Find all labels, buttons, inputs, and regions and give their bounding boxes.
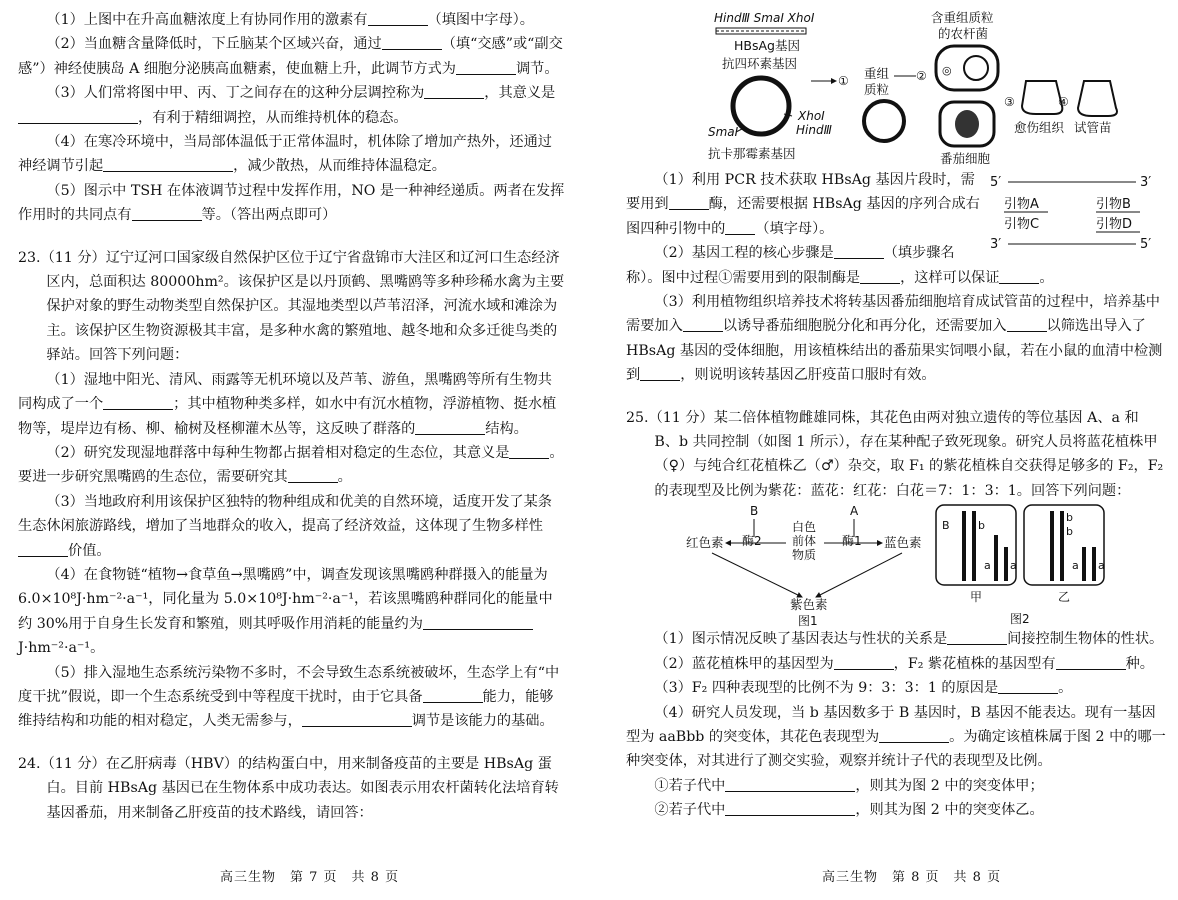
svg-text:◎: ◎: [942, 64, 952, 77]
recombinant-plasmid-icon: [864, 101, 904, 141]
q25-part1: （1）图示情况反映了基因表达与性状的关系是 间接控制生物体的性状。: [654, 631, 1164, 648]
primer-top-3: 3′: [1140, 175, 1152, 190]
answer-blank[interactable]: [640, 365, 680, 381]
plantlet-label: 试管苗: [1074, 120, 1112, 135]
primer-b: 引物B: [1096, 197, 1131, 212]
answer-blank[interactable]: [423, 687, 483, 703]
blue-pigment-label: 蓝色素: [884, 535, 922, 551]
mutant-yi-label: 乙: [1058, 590, 1071, 605]
q25-part6: ②若子代中 ，则其为图 2 中的突变体乙。: [654, 802, 1044, 819]
page-footer-left: 高三生物 第 7 页 共 8 页: [220, 870, 400, 885]
q25-part5: ①若子代中 ，则其为图 2 中的突变体甲；: [654, 777, 1044, 794]
svg-text:a: a: [984, 559, 991, 573]
svg-text:物质: 物质: [792, 548, 817, 563]
answer-blank[interactable]: [132, 205, 202, 221]
q22-part1: （1）上图中在升高血糖浓度上有协同作用的激素有 （填图中字母）。: [46, 12, 534, 28]
q22-part3: （3）人们常将图中甲、丙、丁之间存在的这种分层调控称为 ，其意义是，有利于精细调控，从而维持机体的稳态。: [18, 81, 566, 130]
step-2: ②: [916, 69, 927, 83]
answer-blank[interactable]: [879, 727, 949, 743]
enzyme-1-label: 酶1: [842, 534, 862, 549]
svg-text:质粒: 质粒: [864, 82, 890, 97]
left-column: [18, 8, 566, 825]
gene-B-label: B: [750, 504, 759, 519]
primer-diagram: [986, 172, 1166, 262]
svg-text:a: a: [1098, 559, 1105, 573]
q22-part4: （4）在寒冷环境中，当局部体温低于正常体温时，机体除了增加产热外，还通过神经调节引起 ，减少散热，从而维持体温稳定。: [18, 134, 552, 175]
answer-blank[interactable]: [1007, 316, 1047, 332]
figure-2-caption: 图2: [1010, 612, 1030, 627]
svg-text:b: b: [1066, 525, 1073, 539]
q22-part5: （5）图示中 TSH 在体液调节过程中发挥作用，NO 是一种神经递质。两者在发挥作用时的共同点有 等。（答出两点即可）: [18, 182, 565, 224]
answer-blank[interactable]: [288, 467, 338, 483]
answer-blank[interactable]: [1056, 654, 1126, 670]
plasmid-icon: [733, 78, 789, 134]
q23-part4: （4）在食物链“植物→食草鱼→黑嘴鸥”中，调查发现该黑嘴鸥种群摄入的能量为 6.0×10⁸J·hm⁻²·a⁻¹，同化量为 5.0×10⁸J·hm⁻²·a⁻¹，若该黑嘴鸥种群同化的能量中约 30%用于自身生长发育和繁殖，则其呼吸作用消耗的能量约为J·hm⁻²·a⁻¹。: [18, 566, 553, 657]
recombinant-plasmid-label: 重组: [864, 66, 890, 81]
agrobacterium-label: 含重组质粒: [931, 10, 994, 25]
sma-site-label: SmaⅠ: [708, 125, 739, 139]
q24-figure: [626, 6, 1166, 168]
answer-blank[interactable]: [18, 541, 68, 557]
svg-text:b: b: [1066, 511, 1073, 525]
q25-stem: 25.（11 分）某二倍体植物雌雄同株，其花色由两对独立遗传的等位基因 A、a 和 B、b 共同控制（如图 1 所示），存在某种配子致死现象。研究人员将蓝花植株甲（♀）与纯合红花植株乙（♂）杂交，取 F₁ 的紫花植株自交获得足够多的 F₂，F₂ 的表现型及比例为紫花：蓝花：红花：白花＝7：1：3：1。回答下列问题：: [626, 409, 1164, 499]
step-3: ③: [1004, 95, 1015, 109]
tet-gene-label: 抗四环素基因: [722, 56, 798, 71]
tomato-cell-label: 番茄细胞: [940, 151, 991, 166]
hbsag-gene-label: HBsAg基因: [734, 38, 800, 53]
q24-part3: （3）利用植物组织培养技术将转基因番茄细胞培育成试管苗的过程中，培养基中需要加入 以诱导番茄细胞脱分化和再分化，还需要加入 以筛选出导入了 HBsAg 基因的受体细胞，用该植株结出的番茄果实饲喂小鼠，若在小鼠的血清中检测到 ，则说明该转基因乙肝疫苗口服时有效。: [626, 294, 1163, 384]
enzyme-2-label: 酶2: [742, 534, 762, 549]
q23-part1: （1）湿地中阳光、清风、雨露等无机环境以及芦苇、游鱼，黑嘴鸥等所有生物共同构成了一个 ；其中植物种类多样，如水中有沉水植物，浮游植物、挺水植物等，堤岸边有杨、柳、榆树及柽柳灌木丛等，这反映了群落的 结构。: [18, 371, 557, 437]
enzyme-sites-label: HindⅢ SmaⅠ XhoⅠ: [714, 11, 815, 25]
svg-text:B: B: [942, 519, 950, 533]
primer-c: 引物C: [1004, 217, 1040, 232]
answer-blank[interactable]: [860, 268, 900, 284]
kan-gene-label: 抗卡那霉素基因: [708, 146, 796, 161]
answer-blank[interactable]: [834, 243, 884, 259]
svg-text:b: b: [978, 519, 985, 533]
q25-part2: （2）蓝花植株甲的基因型为 ，F₂ 紫花植株的基因型有 种。: [654, 655, 1154, 672]
gene-A-label: A: [850, 504, 859, 519]
primer-bot-5: 5′: [1140, 237, 1152, 252]
primer-d: 引物D: [1096, 217, 1133, 232]
pigment-pathway-and-chromosome-diagram: [626, 503, 1166, 627]
primer-bot-3: 3′: [990, 237, 1002, 252]
q23-stem: 23.（11 分）辽宁辽河口国家级自然保护区位于辽宁省盘锦市大洼区和辽河口生态经济区内，总面积达 80000hm²。该保护区是以丹顶鹤、黑嘴鸥等多种珍稀水禽为主要保护对象的野生动物类型自然保护区。其湿地类型以芦苇沼泽，河流水域和滩涂为主。该保护区生物资源极其丰富，是多种水禽的繁殖地、越冬地和众多迁徙鸟类的驿站。回答下列问题：: [18, 249, 565, 364]
callus-label: 愈伤组织: [1014, 120, 1065, 135]
flask-callus-icon: [1022, 81, 1062, 114]
answer-blank[interactable]: [725, 219, 755, 235]
answer-blank[interactable]: [999, 268, 1039, 284]
answer-blank[interactable]: [725, 776, 855, 792]
answer-blank[interactable]: [18, 108, 138, 124]
q25-figures: [626, 503, 1166, 627]
mutant-jia-label: 甲: [970, 590, 983, 605]
primer-a: 引物A: [1004, 197, 1039, 212]
red-pigment-label: 红色素: [686, 535, 724, 551]
step-1: ①: [838, 74, 849, 88]
answer-blank[interactable]: [424, 83, 484, 99]
page-footer-right: 高三生物 第 8 页 共 8 页: [822, 870, 1002, 885]
answer-blank[interactable]: [834, 654, 894, 670]
hind-site-label: HindⅢ: [796, 123, 832, 137]
svg-text:的农杆菌: 的农杆菌: [938, 26, 989, 41]
primer-figure: [986, 172, 1166, 262]
answer-blank[interactable]: [683, 316, 723, 332]
answer-blank[interactable]: [103, 156, 233, 172]
precursor-label: 白色: [792, 520, 817, 535]
answer-blank[interactable]: [509, 443, 549, 459]
flask-plantlet-icon: [1078, 81, 1117, 116]
purple-pigment-label: 紫色素: [790, 597, 828, 613]
step-4: ④: [1058, 95, 1069, 109]
xho-site-label: XhoⅠ: [798, 109, 825, 123]
q25-part4: （4）研究人员发现，当 b 基因数多于 B 基因时，B 基因不能表达。现有一基因型为 aaBbb 的突变体，其花色表现型为 。为确定该植株属于图 2 中的哪一种突变体，对其进行了测交实验，观察并统计子代的表现型及比例。: [626, 704, 1166, 770]
answer-blank[interactable]: [998, 678, 1058, 694]
answer-blank[interactable]: [456, 59, 516, 75]
answer-blank[interactable]: [382, 34, 442, 50]
right-column: [626, 6, 1166, 823]
answer-blank[interactable]: [302, 711, 412, 727]
q24-stem: 24.（11 分）在乙肝病毒（HBV）的结构蛋白中，用来制备疫苗的主要是 HBsAg 蛋白。目前 HBsAg 基因已在生物体系中成功表达。如图表示用农杆菌转化法培育转基因番茄，用来制备乙肝疫苗的技术路线，请回答：: [18, 755, 559, 821]
figure-1-caption: 图1: [798, 614, 818, 628]
primer-top-5: 5′: [990, 175, 1002, 190]
q23-part3: （3）当地政府利用该保护区独特的物种组成和优美的自然环境，适度开发了某条生态休闲旅游路线，增加了当地群众的收入，提高了经济效益，这体现了生物多样性价值。: [18, 493, 552, 559]
transgenic-pathway-diagram: [626, 6, 1166, 168]
q24-part1: （1）利用 PCR 技术获取 HBsAg 基因片段时，需要用到 酶，还需要根据 HBsAg 基因的序列合成右图四种引物中的 （填字母）。: [626, 172, 980, 237]
answer-blank[interactable]: [368, 10, 428, 26]
answer-blank[interactable]: [669, 194, 709, 210]
answer-blank[interactable]: [725, 800, 855, 816]
q23-part5: （5）排入湿地生态系统污染物不多时，不会导致生态系统被破坏，生态学上有“中度干扰”假说，即一个生态系统受到中等程度干扰时，由于它具备 能力，能够维持结构和功能的相对稳定，人类无需参与， 调节是该能力的基础。: [18, 664, 560, 730]
q25-part3: （3）F₂ 四种表现型的比例不为 9：3：3：1 的原因是 。: [654, 680, 1073, 697]
answer-blank[interactable]: [947, 629, 1007, 645]
svg-text:a: a: [1010, 559, 1017, 573]
svg-text:前体: 前体: [792, 534, 817, 549]
answer-blank[interactable]: [415, 419, 485, 435]
q22-part2: （2）当血糖含量降低时，下丘脑某个区域兴奋，通过 （填“交感”或“副交感”）神经使胰岛 A 细胞分泌胰高血糖素，使血糖上升，此调节方式为 调节。: [18, 36, 563, 77]
svg-text:a: a: [1072, 559, 1079, 573]
q24-part2: （2）基因工程的核心步骤是 （填步骤名称）。图中过程①需要用到的限制酶是 ，这样可以保证 。: [626, 245, 1054, 286]
q23-part2: （2）研究发现湿地群落中每种生物都占据着相对稳定的生态位，其意义是 。要进一步研究黑嘴鸥的生态位，需要研究其 。: [18, 444, 564, 486]
answer-blank[interactable]: [103, 394, 173, 410]
answer-blank[interactable]: [423, 614, 533, 630]
